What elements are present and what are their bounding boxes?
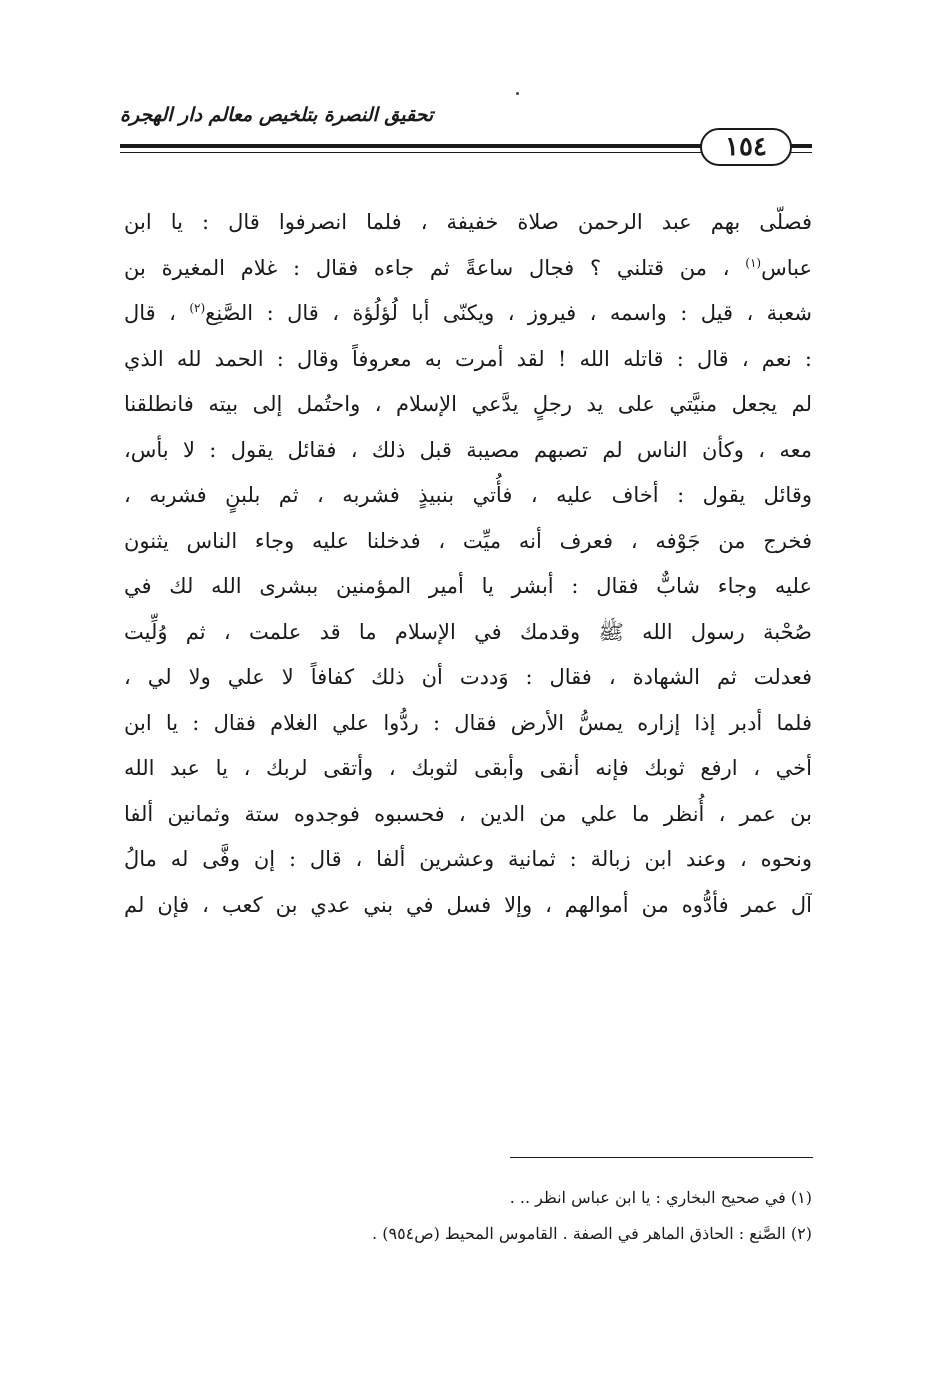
text-line-10: صُحْبة رسول الله ﷺ وقدمك في الإسلام ما قد علمت ، ثم وُلِّيت bbox=[124, 619, 812, 644]
text-line-15: ونحوه ، وعند ابن زبالة : ثمانية وعشرين ألفا ، قال : إن وفَّى له مالُ bbox=[124, 847, 812, 871]
running-header bbox=[120, 104, 810, 126]
footnote-1: (١) في صحيح البخاري : يا ابن عباس انظر .. . bbox=[509, 1188, 812, 1207]
header-rule-right-thin bbox=[790, 152, 812, 153]
footnotes bbox=[200, 1180, 812, 1252]
text-line-2 bbox=[124, 246, 812, 292]
text-line-7: وقائل يقول : أخاف عليه ، فأُتي بنبيذٍ فشربه ، ثم بلبنٍ فشربه ، bbox=[124, 483, 812, 507]
text-line-13: أخي ، ارفع ثوبك فإنه أنقى وأبقى لثوبك ، وأتقى لربك ، يا عبد الله bbox=[124, 756, 812, 780]
text-line-14: بن عمر ، أُنظر ما علي من الدين ، فحسبوه فوجدوه ستة وثمانين ألفا bbox=[124, 801, 812, 826]
text-line-2-start: عباس bbox=[761, 255, 812, 280]
text-line-5: لم يجعل منيَّتي على يد رجلٍ يدَّعي الإسلام ، واحتُمل إلى بيته فانطلقنا bbox=[124, 392, 812, 416]
text-line-12: فلما أدبر إذا إزاره يمسُّ الأرض فقال : ردُّوا علي الغلام فقال : يا ابن bbox=[124, 710, 812, 735]
text-line-3-start: شعبة ، قيل : واسمه ، فيروز ، ويكنّى أبا لُؤلُؤة ، قال : الصَّنِع bbox=[205, 301, 812, 325]
footnote-2: (٢) الصَّنع : الحاذق الماهر في الصفة . القاموس المحيط (ص٩٥٤) . bbox=[372, 1224, 812, 1243]
text-line-16: آل عمر فأدُّوه من أموالهم ، وإلا فسل في بني عدي بن كعب ، فإن لم bbox=[124, 892, 812, 917]
page-number-text: ١٥٤ bbox=[725, 132, 767, 162]
main-text bbox=[124, 200, 812, 928]
book-title: تحقيق النصرة بتلخيص معالم دار الهجرة bbox=[120, 104, 434, 126]
text-line-9: عليه وجاء شابٌّ فقال : أبشر يا أمير المؤمنين ببشرى الله لك في bbox=[124, 574, 812, 598]
text-line-6: معه ، وكأن الناس لم تصبهم مصيبة قبل ذلك ، فقائل يقول : لا بأس، bbox=[124, 437, 812, 462]
text-line-3-rest: ، قال bbox=[124, 301, 190, 325]
text-line-8: فخرج من جَوْفه ، فعرف أنه ميِّت ، فدخلنا عليه وجاء الناس يثنون bbox=[124, 528, 812, 553]
page-number bbox=[700, 128, 792, 166]
footnote-ref-1: (١) bbox=[745, 255, 762, 270]
header-rule-right bbox=[790, 144, 812, 148]
footnote-separator bbox=[510, 1157, 813, 1158]
text-line-1: فصلّى بهم عبد الرحمن صلاة خفيفة ، فلما انصرفوا قال : يا ابن bbox=[124, 210, 812, 234]
footnote-ref-2: (٢) bbox=[189, 301, 206, 315]
text-line-3 bbox=[124, 291, 812, 337]
text-line-4: : نعم ، قال : قاتله الله ! لقد أمرت به معروفاً وقال : الحمد لله الذي bbox=[124, 346, 812, 371]
text-line-2-rest: ، من قتلني ؟ فجال ساعةً ثم جاءه فقال : غلام المغيرة بن bbox=[124, 255, 746, 280]
text-line-11: فعدلت ثم الشهادة ، فقال : وَددت أن ذلك كفافاً لا علي ولا لي ، bbox=[124, 665, 812, 689]
header-rule-thick bbox=[120, 144, 705, 148]
scan-speck bbox=[516, 92, 519, 95]
header-rule-thin bbox=[120, 152, 705, 153]
